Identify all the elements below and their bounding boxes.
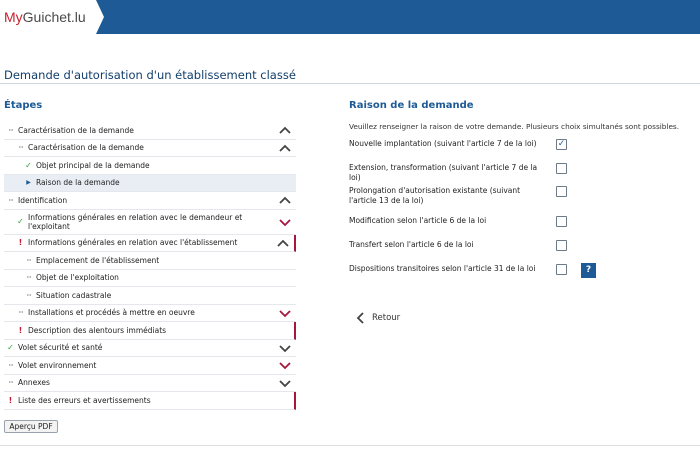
pdf-preview-button[interactable]: Aperçu PDF	[4, 420, 58, 433]
step-label: Volet environnement	[18, 360, 97, 370]
back-button[interactable]	[356, 312, 400, 324]
step-item[interactable]	[4, 287, 296, 305]
step-label: Informations générales en relation avec le demandeur et l'exploitant	[28, 212, 243, 231]
step-item[interactable]	[4, 392, 296, 410]
step-label: Liste des erreurs et avertissements	[18, 395, 151, 405]
current-step-icon: ▶	[26, 179, 31, 187]
logo-rest: Guichet.lu	[22, 9, 86, 25]
step-item[interactable]	[4, 157, 296, 175]
pending-dots-icon: ···	[18, 143, 23, 153]
option-checkbox[interactable]	[556, 163, 567, 174]
step-label: Annexes	[18, 378, 50, 388]
option-checkbox[interactable]	[556, 186, 567, 197]
step-label: Raison de la demande	[36, 178, 120, 188]
option-checkbox[interactable]: ✓	[557, 139, 566, 149]
option-label: Dispositions transitoires selon l'article 31 de la loi	[349, 264, 536, 273]
step-item[interactable]	[4, 140, 296, 158]
step-label: Identification	[18, 195, 68, 205]
step-item[interactable]	[4, 192, 296, 210]
check-icon: ✓	[17, 217, 24, 226]
chevron-up-icon[interactable]	[279, 125, 291, 135]
top-bar	[0, 0, 700, 34]
option-label: Transfert selon l'article 6 de la loi	[349, 240, 474, 249]
step-label: Emplacement de l'établissement	[36, 255, 160, 265]
step-item[interactable]	[4, 175, 296, 193]
pending-dots-icon: ···	[26, 255, 31, 265]
pending-dots-icon: ···	[8, 378, 13, 388]
step-item[interactable]	[4, 357, 296, 375]
chevron-down-icon[interactable]	[279, 378, 291, 388]
step-item[interactable]	[4, 270, 296, 288]
option-checkbox[interactable]	[556, 216, 567, 227]
step-label: Caractérisation de la demande	[28, 143, 144, 153]
help-button[interactable]: ?	[581, 263, 596, 278]
chevron-down-icon[interactable]	[279, 217, 291, 227]
check-icon: ✓	[7, 343, 14, 353]
step-item[interactable]	[4, 122, 296, 140]
step-item[interactable]	[4, 375, 296, 393]
option-row	[349, 240, 599, 250]
chevron-up-icon[interactable]	[279, 143, 291, 153]
chevron-up-icon[interactable]	[279, 195, 291, 205]
error-icon: !	[8, 395, 13, 405]
form-instructions: Veuillez renseigner la raison de votre demande. Plusieurs choix simultanés sont possibles.	[349, 122, 680, 131]
chevron-left-icon	[356, 312, 364, 324]
logo-my: My	[4, 9, 23, 25]
pending-dots-icon: ···	[8, 195, 13, 205]
site-logo[interactable]	[0, 0, 96, 34]
step-item[interactable]	[4, 252, 296, 270]
option-row	[349, 216, 599, 226]
step-label: Volet sécurité et santé	[18, 343, 103, 353]
option-checkbox[interactable]	[556, 240, 567, 251]
pending-dots-icon: ···	[26, 273, 31, 283]
steps-list	[4, 122, 296, 410]
title-divider	[0, 83, 700, 84]
step-item[interactable]	[4, 235, 296, 253]
option-row	[349, 163, 599, 182]
option-label: Nouvelle implantation (suivant l'article 7 de la loi)	[349, 139, 537, 148]
step-item[interactable]	[4, 305, 296, 323]
option-checkbox[interactable]	[556, 264, 567, 275]
step-label: Installations et procédés à mettre en oeuvre	[28, 308, 195, 318]
chevron-down-icon[interactable]	[279, 343, 291, 353]
pending-dots-icon: ···	[8, 125, 13, 135]
step-label: Objet principal de la demande	[36, 160, 150, 170]
option-label: Prolongation d'autorisation existante (suivant l'article 13 de la loi)	[349, 186, 521, 205]
error-icon: !	[18, 238, 23, 248]
pending-dots-icon: ···	[8, 360, 13, 370]
error-icon: !	[18, 325, 23, 335]
step-label: Caractérisation de la demande	[18, 125, 134, 135]
option-label: Extension, transformation (suivant l'article 7 de la loi)	[349, 163, 538, 182]
bottom-divider	[0, 445, 700, 446]
check-icon: ✓	[25, 160, 32, 170]
chevron-down-icon[interactable]	[279, 308, 291, 318]
step-item[interactable]	[4, 210, 296, 235]
step-label: Informations générales en relation avec l'établissement	[28, 238, 238, 248]
form-title: Raison de la demande	[349, 100, 474, 111]
steps-title: Étapes	[4, 100, 43, 111]
step-label: Description des alentours immédiats	[28, 325, 167, 335]
step-label: Objet de l'exploitation	[36, 273, 119, 283]
option-row	[349, 264, 599, 274]
option-row	[349, 186, 599, 205]
chevron-up-icon[interactable]	[277, 238, 289, 248]
chevron-down-icon[interactable]	[279, 360, 291, 370]
step-label: Situation cadastrale	[36, 290, 112, 300]
pending-dots-icon: ···	[26, 290, 31, 300]
step-item[interactable]	[4, 322, 296, 340]
option-label: Modification selon l'article 6 de la loi	[349, 216, 487, 225]
back-label: Retour	[372, 313, 401, 323]
page-title: Demande d'autorisation d'un établissement classé	[4, 68, 296, 82]
option-row	[349, 139, 599, 149]
step-item[interactable]	[4, 340, 296, 358]
pending-dots-icon: ···	[18, 308, 23, 318]
logo-arrow	[96, 0, 104, 34]
